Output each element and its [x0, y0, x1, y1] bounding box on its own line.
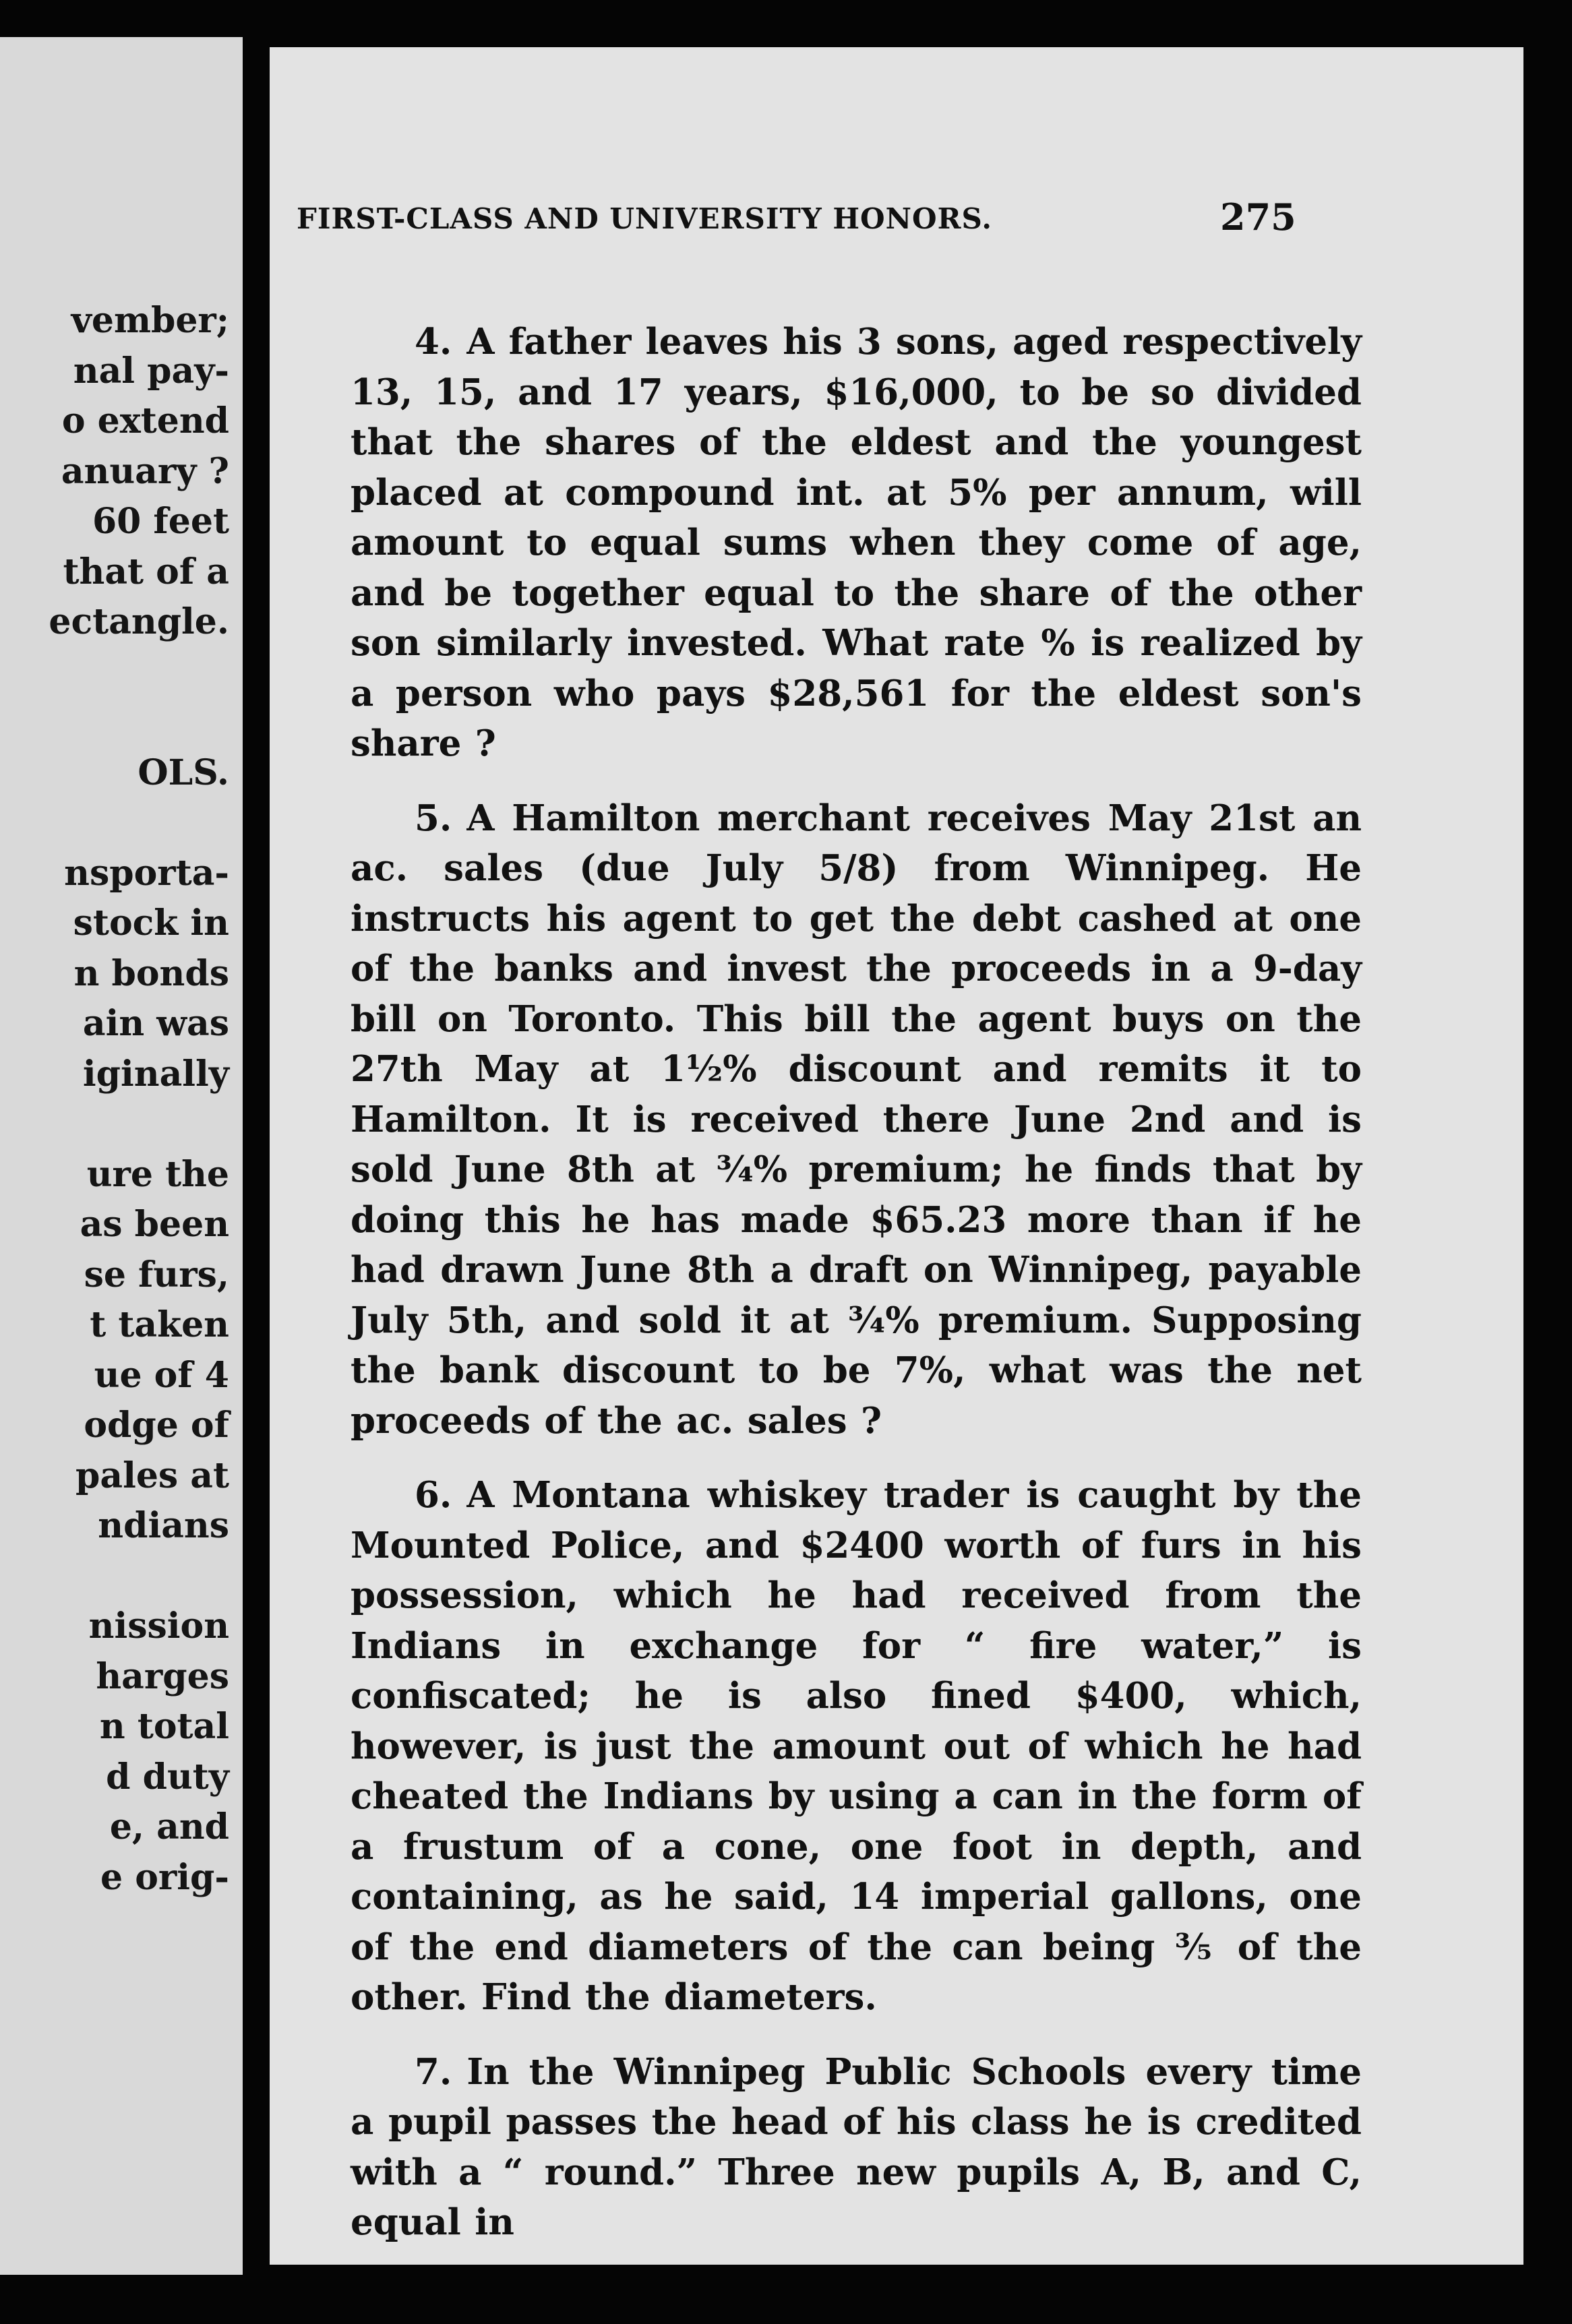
problem-text: A Hamilton merchant receives May 21st an ac. sales (due July 5/8) from Winnipeg. He instructs his agent to get the debt cashed at one of the banks and invest the proceeds in a 9-day bill on Toronto. This bill the agent buys on the 27th May at 1½% discount and remits it to Hamilton. It is received there June 2nd and is sold June 8th at ¾% premium; he finds that by doing this he has made $65.23 more than if he had drawn June 8th a draft on Winnipeg, payable July 5th, and sold it at ¾% premium. Supposing the bank discount to be 7%, what was the net proceeds of the ac. sales ? [351, 797, 1362, 1442]
problem-text: In the Winnipeg Public Schools every time a pupil passes the head of his class he is credited with a “ round.” Three new pupils A, B, and C, equal in [351, 2050, 1362, 2243]
left-page-line: t taken [90, 1304, 229, 1345]
page-number: 275 [1220, 195, 1296, 239]
running-header: FIRST-CLASS AND UNIVERSITY HONORS. [297, 202, 992, 235]
left-page-line: n total [99, 1706, 229, 1747]
left-page-line: n bonds [73, 952, 229, 994]
left-page-line: e orig- [100, 1856, 229, 1898]
left-page-line: ndians [98, 1505, 229, 1546]
left-page-line: OLS. [138, 752, 229, 793]
left-page-fragment [0, 37, 243, 2275]
left-page-line: stock in [73, 903, 229, 944]
left-page-line: as been [80, 1204, 229, 1245]
problem-number: 6. [415, 1474, 452, 1516]
left-page-line: vember; [71, 300, 229, 341]
problem-4 [351, 317, 1362, 769]
left-page-line: ain was [82, 1003, 229, 1044]
left-page-line: ue of 4 [94, 1354, 229, 1396]
problem-7 [351, 2047, 1362, 2248]
problem-6 [351, 1470, 1362, 2023]
problem-number: 5. [415, 797, 452, 839]
left-page-line: d duty [106, 1756, 229, 1798]
problem-text: A father leaves his 3 sons, aged respectively 13, 15, and 17 years, $16,000, to be so divided that the shares of the eldest and the youngest placed at compound int. at 5% per annum, will amount to equal sums when they come of age, and be together equal to the share of the other son similarly invested. What rate % is realized by a person who pays $28,561 for the eldest son's share ? [351, 321, 1362, 764]
problem-text: A Montana whiskey trader is caught by the Mounted Police, and $2400 worth of furs in his possession, which he had received from the Indians in exchange for “ fire water,” is confiscated; he is also fined $400, which, however, is just the amount out of which he had cheated the Indians by using a can in the form of a frustum of a cone, one foot in depth, and containing, as he said, 14 imperial gallons, one of the end diameters of the can being ⅗ of the other. Find the diameters. [351, 1474, 1362, 2018]
left-page-line: e, and [109, 1806, 229, 1847]
left-page-line: nission [88, 1606, 229, 1647]
left-page-line: ectangle. [49, 601, 229, 642]
left-page-line: odge of [84, 1405, 229, 1446]
problem-5 [351, 793, 1362, 1446]
problem-number: 4. [415, 321, 452, 363]
left-page-line: harges [96, 1655, 229, 1697]
left-page-line: that of a [63, 551, 229, 592]
left-page-line: iginally [82, 1053, 229, 1095]
left-page-line: o extend [61, 400, 229, 441]
left-page-line: nal pay- [73, 350, 229, 392]
left-page-line: 60 feet [92, 501, 229, 542]
left-page-line: ure the [86, 1153, 229, 1195]
left-page-line: anuary ? [61, 450, 229, 492]
left-page-line: nsporta- [64, 852, 229, 894]
left-page-line: se furs, [84, 1254, 229, 1295]
problem-list [351, 317, 1362, 2272]
problem-number: 7. [415, 2050, 452, 2093]
left-page-line: pales at [75, 1455, 229, 1496]
